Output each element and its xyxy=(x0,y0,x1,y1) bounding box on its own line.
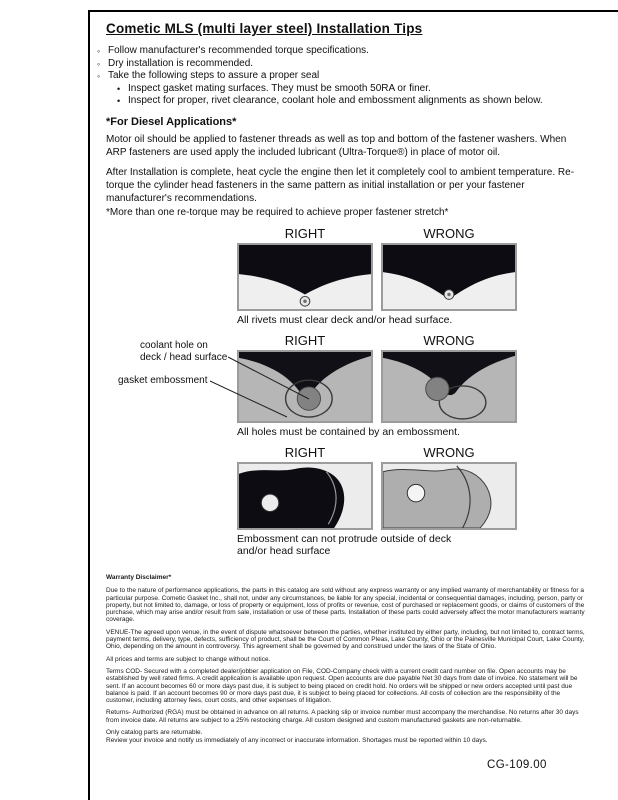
tip-text: Inspect for proper, rivet clearance, coolant hole and embossment alignments as shown below. xyxy=(128,95,543,106)
diagram-rivet-right xyxy=(237,243,373,311)
legal-paragraph: Returns- Authorized (RGA) must be obtained in advance on all returns. A packing slip or invoice number must accompany the merchandise. No returns after 30 days from invoice date. All returns are subject to a 25% restocking charge. All custom designed and custom manufactured gaskets are non-returnable. xyxy=(106,709,579,724)
tips-list xyxy=(97,45,602,108)
diagram-header-row xyxy=(237,226,517,241)
legal-paragraph: Due to the nature of performance applications, the parts in this catalog are sold without any express warranty or any implied warranty of merchantability or fitness for a particular purpose. Cometic Gasket Inc., shall not, under any circumstances, be liable for any special, incidental or consequential damages, including, person, party or property, but not limited to, damage, or loss of property or equipment, loss of profits or revenue, cost of purchased or replacement goods, or claims of customers of the purchase, which may arise and/or result from sale, installation or use of these parts. Installation of these parts could adversely affect the motor manufacturers warranty coverage. xyxy=(106,587,585,624)
tip-text: Follow manufacturer's recommended torque specifications. xyxy=(108,45,369,56)
legal-paragraph: Only catalog parts are returnable. xyxy=(106,729,203,737)
wrong-label: WRONG xyxy=(423,226,475,241)
tip-text: Inspect gasket mating surfaces. They must be smooth 50RA or finer. xyxy=(128,82,431,94)
list-item xyxy=(97,58,602,71)
catalog-code: CG-109.00 xyxy=(487,759,547,771)
bolt-hole-icon xyxy=(407,484,424,501)
right-label: RIGHT xyxy=(284,226,326,241)
legal-paragraph: Review your invoice and notify us immediately of any incorrect or inaccurate information. Shortages must be reported within 10 days. xyxy=(106,737,488,745)
embossment-inside-diagram xyxy=(239,464,371,528)
diagram-row-rivets xyxy=(237,243,517,311)
diesel-paragraph-2: After Installation is complete, heat cycle the engine then let it completely cool to ambient temperature. Re-torque the cylinder head fasteners in the same pattern as initial installation or per your fastener manufacturer's recommendations. xyxy=(106,167,575,204)
diagram-header-row xyxy=(237,333,517,348)
diagram-row-embossment xyxy=(237,462,517,530)
embossment-protruding-diagram xyxy=(383,464,515,528)
right-label: RIGHT xyxy=(284,444,326,460)
diagram-hole-wrong xyxy=(381,350,517,424)
diesel-heading: *For Diesel Applications* xyxy=(106,116,237,128)
wrong-label: WRONG xyxy=(423,444,475,460)
diagram-rivet-wrong xyxy=(381,243,517,311)
coolant-hole-label: coolant hole on deck / head surface xyxy=(140,340,228,363)
diagram-header-row xyxy=(237,445,517,460)
list-item xyxy=(97,70,602,83)
hole-crossing-diagram xyxy=(383,352,515,422)
open-bullet-icon: ◦ xyxy=(97,58,101,69)
tip-text: Take the following steps to assure a proper seal xyxy=(108,70,320,81)
right-label: RIGHT xyxy=(284,332,326,348)
callout-leader-lines xyxy=(150,348,320,428)
filled-bullet-icon: • xyxy=(117,83,121,94)
retorque-note: *More than one re-torque may be required to achieve proper fastener stretch* xyxy=(106,207,449,218)
legal-paragraph: Terms COD- Secured with a completed dealer/jobber application on File, COD-Company check with a current credit card number on file. Open accounts may be established by well rated firms. A credit application is available upon request. Open accounts are due payable Net 30 days from date of invoice. No statement will be sent. If an account becomes 60 or more days past due, it is subject to being placed on credit hold. No orders will be shipped or new orders accepted until past due balance is paid. If an account becomes 90 or more days past due, it is subject to being placed for collections. All costs of collection are the responsibility of the customer, including attorney fees, court costs, and other expenses of litigation. xyxy=(106,667,578,705)
list-item xyxy=(97,45,602,58)
bolt-hole-icon xyxy=(261,494,278,511)
warranty-disclaimer-heading: Warranty Disclaimer* xyxy=(106,574,172,581)
page-title: Cometic MLS (multi layer steel) Installation Tips xyxy=(106,21,423,36)
rivet-overlap-diagram xyxy=(383,245,515,309)
diagram-embossment-wrong xyxy=(381,462,517,530)
legal-section xyxy=(106,574,590,750)
list-item xyxy=(117,83,602,96)
caption-rivets: All rivets must clear deck and/or head surface. xyxy=(237,314,453,327)
caption-holes: All holes must be contained by an embossment. xyxy=(237,426,460,439)
rivet-clear-diagram xyxy=(239,245,371,309)
caption-embossment xyxy=(237,533,517,558)
legal-paragraph: VENUE-The agreed upon venue, in the event of dispute whatsoever between the parties, whether instituted by either party, including, but not limited to, contract terms, payment terms, delivery, type, defects, sufficiency of product, shall be the Court of Common Pleas, Lake County, Ohio or the Painesville Municipal Court, Lake County, Ohio, depending on the amount in controversy. This agreement shall be governed by and construed under the laws of the State of Ohio. xyxy=(106,628,585,651)
wrong-label: WRONG xyxy=(423,332,475,348)
caption-embossment-line1: Embossment can not protrude outside of deck xyxy=(237,532,452,545)
gasket-embossment-label: gasket embossment xyxy=(118,375,208,386)
tip-text: Dry installation is recommended. xyxy=(108,57,254,69)
list-item xyxy=(117,95,602,108)
legal-paragraph: All prices and terms are subject to change without notice. xyxy=(106,655,271,663)
open-bullet-icon: ◦ xyxy=(97,46,101,56)
coolant-hole-icon xyxy=(426,377,449,400)
filled-bullet-icon: • xyxy=(117,96,121,106)
caption-embossment-line2: and/or head surface xyxy=(237,545,331,558)
diesel-paragraph-1: Motor oil should be applied to fastener threads as well as top and bottom of the fastener washers. When ARP fasteners are used apply the included lubricant (Ultra-Torque®) in place of motor oil. xyxy=(106,134,567,158)
diagram-embossment-right xyxy=(237,462,373,530)
open-bullet-icon: ◦ xyxy=(97,71,101,81)
